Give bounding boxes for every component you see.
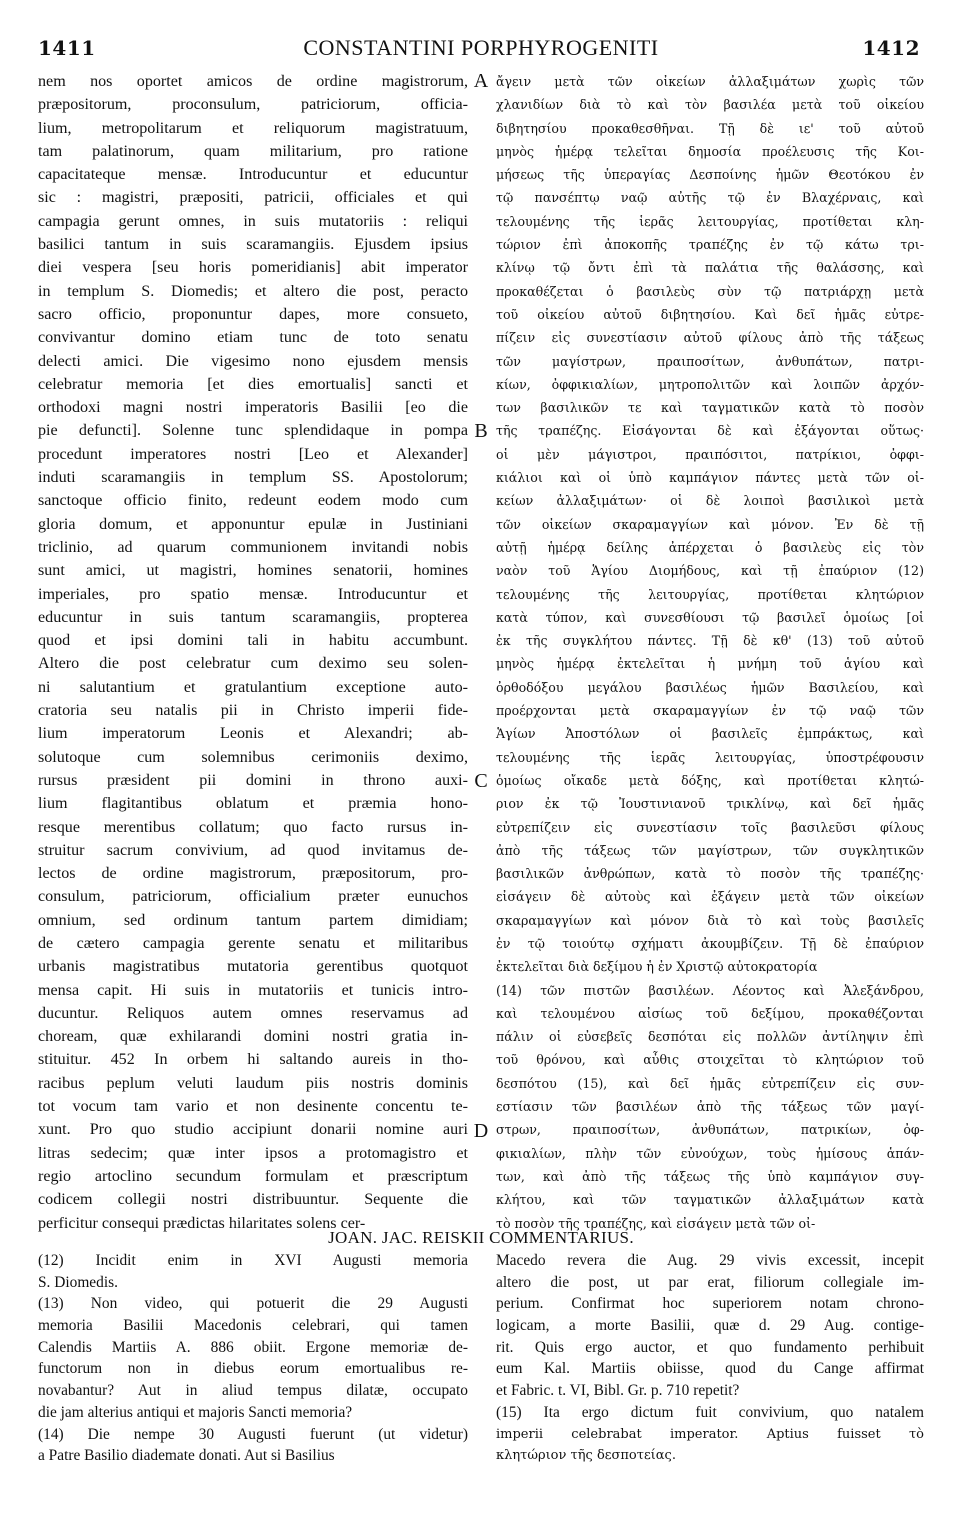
greek-text-line: τελουμένης τῆς ἱερᾶς λειτουργίας, ὑποστρέφουσιν	[496, 749, 924, 765]
latin-text-line: convivantur domino etiam tunc de toto senatu	[38, 329, 468, 347]
latin-text-line: triclinio, ad quarum communionem invitandi nobis	[38, 538, 468, 556]
commentary-line: S. Diomedis.	[38, 1273, 118, 1291]
latin-text-line: ni salutantium et gratulantium exceptione auto-	[38, 678, 468, 696]
latin-text-line: lectos de ordine magistrorum, præpositorum, pro-	[38, 865, 468, 883]
commentary-line: Macedo revera die Aug. 29 vivis excessit, incepit	[496, 1252, 924, 1269]
greek-text-line: διβητησίου προκαθεσθῆναι. Τῇ δὲ ιε' τοῦ αὐτοῦ	[496, 120, 924, 136]
latin-text-line: nem nos oportet amicos de ordine magistrorum,	[38, 73, 468, 90]
latin-text-line: sic : magistri, præpositi, patricii, officiales et qui	[38, 189, 468, 207]
latin-text-line: lium imperatorum Leonis et Alexandri; ab-	[38, 725, 468, 743]
greek-text-line: τώριον ἐπὶ ἀποκοπῆς τραπέζης ἐν τῷ κάτω τρι-	[496, 237, 924, 253]
latin-text-line: Altero die post celebratur cum deximo seu solen-	[38, 655, 468, 673]
greek-text-line: δεσπότου (15), καὶ δεῖ ἡμᾶς εὐτρεπίζειν εἰς συν-	[496, 1075, 924, 1091]
latin-text-line: sacro officio, proponuntur dapes, more consueto,	[38, 305, 468, 323]
greek-text-line: χλανιδίων διὰ τὸ καὶ τὸν βασιλέα μετὰ τοῦ οἰκείου	[496, 97, 924, 113]
latin-text-line: ducuntur. Reliquos autem omnes reservamus ad	[38, 1004, 468, 1022]
commentary-line: eum Kal. Martiis obiisse, quod du Cange affirmat	[496, 1360, 924, 1378]
greek-text-line: τοῦ οἰκείου αὐτοῦ διβητησίου. Καὶ δεῖ ἡμᾶς εὐτρε-	[496, 306, 924, 322]
latin-text-line: campagia gerunt omnes, in suis mutatoriis : reliqui	[38, 212, 468, 230]
section-marker-c: C	[474, 770, 488, 792]
commentary-line: functorum non in diebus eorum emortualibus re-	[38, 1360, 468, 1378]
greek-text-line: τὸ ποσὸν τῆς τραπέζης, καὶ εἰσάγειν μετὰ τῶν οἰ-	[496, 1215, 816, 1231]
commentary-line: (13) Non video, qui potuerit die 29 Augusti	[38, 1295, 468, 1313]
latin-text-line: sunt amici, ut magistri, homines senatorii, homines	[38, 562, 468, 580]
latin-text-line: perficitur consequi prædictas hilaritates solens cer-	[38, 1214, 366, 1232]
greek-text-line: των βασιλικῶν τε καὶ ταγματικῶν κατὰ τὸ ποσὸν	[496, 400, 924, 416]
greek-text-line: εστίασιν τῶν βασιλέων ἀπὸ τῆς τάξεως τῶν μαγί-	[496, 1099, 924, 1115]
greek-text-line: στρων, πραιποσίτων, ἀνθυπάτων, πατρικίων, ὀφ-	[496, 1122, 924, 1138]
greek-text-line: φικιαλίων, πλὴν τῶν εὐνούχων, τοὺς ἡμίσους ἁπάν-	[496, 1145, 924, 1161]
greek-text-line: οἱ μὲν μάγιστροι, πραιπόσιτοι, πατρίκιοι, ὀφφι-	[496, 446, 924, 462]
latin-text-line: codicem collegii nostri distribuuntur. Sequente die	[38, 1191, 468, 1209]
section-marker-d: D	[473, 1120, 489, 1142]
latin-text-line: litras sedecim; quæ inter ipsos a protomagistro et	[38, 1144, 468, 1162]
greek-text-line: προκαθέζεται ὁ βασιλεὺς σὺν τῷ πατριάρχῃ μετὰ	[496, 283, 924, 299]
commentary-line: Calendis Martiis A. 886 obiit. Ergone memoriæ de-	[38, 1338, 468, 1356]
commentary-right-column	[496, 1250, 924, 1490]
greek-text-line: ριον ἐκ τῷ Ἰουστινιανοῦ τρικλίνῳ, καὶ δεῖ ἡμᾶς	[496, 796, 924, 812]
page-number-left: 1411	[38, 36, 96, 60]
greek-column	[496, 70, 924, 1231]
latin-text-line: resque merentibus collatum; quo facto rursus in-	[38, 818, 468, 836]
latin-text-line: de cætero campagia gerente senatu et militaribus	[38, 934, 468, 952]
greek-text-line: κατὰ τύπον, καὶ συνεσθίουσι τῷ βασιλεῖ ὁμοίως [οἱ	[496, 609, 924, 625]
commentary-line: perium. Confirmat hoc superiorem notam chrono-	[496, 1295, 924, 1313]
latin-text-line: basilici tantum in suis scaramangiis. Ejusdem ipsius	[38, 236, 468, 254]
commentary-title: JOAN. JAC. REISKII COMMENTARIUS.	[328, 1228, 634, 1247]
latin-text-line: omnium, sed ordinum tantum partem dimidiam;	[38, 911, 468, 929]
greek-text-line: μήσεως τῆς ὑπεραγίας Δεσποίνης ἡμῶν Θεοτόκου ἐν	[496, 167, 924, 183]
section-marker-a: A	[473, 70, 489, 92]
greek-text-line: τελουμένης τῆς λειτουργίας, προτίθεται κλητώριον	[496, 586, 924, 602]
section-marker-b: B	[474, 420, 488, 442]
greek-text-line: τῆς τραπέζης. Εἰσάγονται δὲ καὶ ἐξάγονται οὕτως·	[496, 423, 924, 439]
greek-text-line: ναὸν τοῦ Ἁγίου Διομήδους, καὶ τῇ ἐπαύριον (12)	[496, 563, 924, 579]
latin-text-line: quod et ipsi domini tali in habitu accumbunt.	[38, 632, 468, 650]
commentary-line: imperii celebrabat imperator. Aptius fuisset τὸ	[496, 1426, 924, 1442]
latin-text-line: racibus peplum veluti laudum piis nostris dominis	[38, 1074, 468, 1092]
commentary-line: logicam, a morte Basilii, quæ d. 29 Aug. contige-	[496, 1317, 924, 1335]
latin-text-line: orthodoxi magni nostri imperatoris Basilii [eo die	[38, 399, 468, 417]
commentary-line: κλητώριον τῆς δεσποτείας.	[496, 1448, 676, 1464]
latin-text-line: in templum S. Diomedis; et altero die post, peracto	[38, 282, 468, 300]
latin-text-line: xunt. Pro quo studio accipiunt donarii nomine auri	[38, 1121, 468, 1139]
running-title: CONSTANTINI PORPHYROGENITI	[303, 35, 659, 60]
latin-text-line: gloria domum, et apponuntur epulæ in Justiniani	[38, 515, 468, 533]
greek-text-line: βασιλικῶν ἀνθρώπων, κατὰ τὸ ποσὸν τῆς τραπέζης·	[496, 866, 924, 882]
greek-text-line: προέρχονται μετὰ σκαραμαγγίων ἐν τῷ ναῷ τῶν	[496, 703, 924, 719]
latin-text-line: imperiales, pro spatio mensæ. Introducuntur et	[38, 585, 468, 603]
greek-text-line: τελουμένης τῆς ἱερᾶς λειτουργίας, προτίθεται κλη-	[496, 213, 924, 229]
commentary-left-column	[38, 1250, 468, 1490]
latin-text-line: celebratur memoria [et dies emortualis] sancti et	[38, 375, 468, 393]
latin-text-line: sanctoque officio finito, redeunt eodem modo cum	[38, 492, 468, 510]
greek-text-line: πάλιν οἱ εὐσεβεῖς δεσπόται εἰς πολλῶν ἀντίληψιν ἐπὶ	[496, 1029, 924, 1045]
greek-text-line: ἀπὸ τῆς τάξεως τῶν μαγίστρων, τῶν συγκλητικῶν	[496, 842, 924, 858]
greek-text-line: τοῦ θρόνου, καὶ αὖθις στοιχεῖται τὸ κλητώριον τοῦ	[496, 1052, 924, 1068]
greek-text-line: ὀρθοδόξου μεγάλου βασιλέως ἡμῶν Βασιλείου, καὶ	[496, 679, 924, 695]
latin-text-line: diei vespera [seu horis pomeridianis] abit imperator	[38, 259, 468, 277]
greek-text-line: τῶν οἰκείων σκαραμαγγίων καὶ μόνον. Ἐν δὲ τῇ	[496, 516, 924, 532]
greek-text-line: ἐκ τῆς συγκλήτου πάντες. Τῇ δὲ κθ' (13) τοῦ αὐτοῦ	[496, 633, 924, 649]
greek-text-line: εἰσάγειν δὲ αὐτοὺς καὶ ἐξάγειν μετὰ τῶν οἰκείων	[496, 889, 924, 905]
latin-text-line: educuntur in suis tantum scaramangiis, propterea	[38, 608, 468, 626]
commentary-line: die jam alterius antiqui et majoris Sancti memoria?	[38, 1403, 353, 1421]
greek-text-line: μηνὸς ἡμέρᾳ ἐκτελεῖται ἡ μνήμη τοῦ ἁγίου καὶ	[496, 656, 924, 672]
commentary-line: (12) Incidit enim in XVI Augusti memoria	[38, 1252, 468, 1269]
commentary-line: novabantur? Aut in aliud tempus dilatæ, occupato	[38, 1382, 468, 1400]
greek-text-line: πίζειν εἰς συνεστίασιν αὐτοῦ φίλους ἀπὸ τῆς τάξεως	[496, 330, 924, 346]
latin-text-line: struitur sacrum convivium, ad quod invitamus de-	[38, 841, 468, 859]
greek-text-line: τῶν μαγίστρων, πραιποσίτων, ἀνθυπάτων, πατρι-	[496, 353, 924, 369]
greek-text-line: (14) τῶν πιστῶν βασιλέων. Λέοντος καὶ Ἀλεξάνδρου,	[496, 982, 924, 998]
latin-text-line: choream, quæ exhilarandi domini nostri gratia in-	[38, 1028, 468, 1046]
commentary-line: rit. Quis ergo auctor, et quo fundamento perhibuit	[496, 1338, 924, 1356]
greek-text-line: σκαραμαγγίων καὶ μόνον διὰ τὸ καὶ τοὺς βασιλεῖς	[496, 912, 924, 928]
commentary-line: et Fabric. t. VI, Bibl. Gr. p. 710 repetit?	[496, 1382, 740, 1400]
commentary-line: altero die post, ut par erat, filiorum collegiale im-	[496, 1273, 924, 1291]
latin-text-line: tot vocum tam vario et non desinente concentu te-	[38, 1098, 468, 1116]
greek-text-line: ἐν τῷ τοιούτῳ σχήματι ἀκουμβίζειν. Τῇ δὲ ἐπαύριον	[496, 935, 924, 951]
latin-column	[38, 70, 468, 1232]
greek-text-line: τῷ πανσέπτῳ ναῷ αὐτῆς τῷ ἐν Βλαχέρναις, καὶ	[496, 190, 924, 206]
latin-text-line: procedunt imperatores nostri [Leo et Alexander]	[38, 445, 468, 463]
greek-text-line: Ἁγίων Ἀποστόλων οἱ βασιλεῖς ἐμπράκτως, καὶ	[496, 726, 924, 742]
greek-text-line: κιάλιοι καὶ οἱ ὑπὸ καμπάγιον πάντες μετὰ τῶν οἰ-	[496, 470, 924, 486]
greek-text-line: εὐτρεπίζειν εἰς συνεστίασιν τοῖς βασιλεῦσι φίλους	[496, 819, 924, 835]
greek-text-line: αὐτῇ ἡμέρᾳ δείλης ἀπέρχεται ὁ βασιλεὺς εἰς τὸν	[496, 539, 924, 555]
latin-text-line: induti scaramangiis in templum SS. Apostolorum;	[38, 469, 468, 487]
latin-text-line: rursus præsident pii domini in throno auxi-	[38, 771, 468, 789]
greek-text-line: κίων, ὀφφικιαλίων, μητροπολιτῶν καὶ λοιπῶν ἀρχόν-	[496, 376, 924, 392]
greek-text-line: των, καὶ ἀπὸ τῆς τάξεως τῆς ὑπὸ καμπάγιον συγ-	[496, 1168, 924, 1184]
latin-text-line: delecti amici. Die vigesimo nono ejusdem mensis	[38, 352, 468, 370]
greek-text-line: ἄγειν μετὰ τῶν οἰκείων ἀλλαξιμάτων χωρὶς τῶν	[496, 74, 924, 89]
latin-text-line: tam palatinorum, quam militarium, pro ratione	[38, 142, 468, 160]
latin-text-line: solutoque cum solemnibus cerimoniis deximo,	[38, 748, 468, 766]
greek-text-line: ὁμοίως οἴκαδε μετὰ δόξης, καὶ προτίθεται κλητώ-	[496, 772, 924, 788]
greek-text-line: κλίνῳ τῷ ὄντι ἐπὶ τὰ παλάτια τῆς θαλάσσης, καὶ	[496, 260, 924, 276]
latin-text-line: lium, metropolitarum et reliquorum magistratuum,	[38, 119, 468, 137]
latin-text-line: regio artoclino secundum formulam et præscriptum	[38, 1167, 468, 1185]
latin-text-line: præpositorum, proconsulum, patriciorum, officia-	[38, 96, 468, 114]
commentary-line: (14) Die nempe 30 Augusti fuerunt (ut videtur)	[38, 1425, 468, 1443]
greek-text-line: κλήτου, καὶ τῶν ταγματικῶν ἀλλαξιμάτων κατὰ	[496, 1192, 924, 1208]
latin-text-line: pie defuncti]. Solenne tunc splendidaque in pompa	[38, 422, 468, 440]
latin-text-line: cratoria seu natalis pii in Christo imperii fide-	[38, 702, 468, 720]
latin-text-line: capacitateque mensæ. Introducuntur et educuntur	[38, 166, 468, 184]
commentary-line: memoria Basilii Macedonis celebrari, qui tamen	[38, 1317, 468, 1335]
page-number-right: 1412	[862, 36, 920, 60]
greek-text-line: ἐκτελεῖται διὰ δεξίμου ἡ ἐν Χριστῷ αὐτοκρατορία	[496, 959, 818, 975]
latin-text-line: lium flagitantibus oblatum et præmia hono-	[38, 795, 468, 813]
greek-text-line: κείων ἀλλαξιμάτων· οἱ δὲ λοιποὶ βασιλικοὶ μετὰ	[496, 493, 924, 509]
greek-text-line: μηνὸς ἡμέρᾳ τελεῖται δημοσία προέλευσις τῆς Κοι-	[496, 143, 924, 159]
latin-text-line: urbanis magistratibus mutatoria gerentibus quotquot	[38, 958, 468, 976]
latin-text-line: consulum, patriciorum, officialium præter eunuchos	[38, 888, 468, 906]
latin-text-line: mensa capit. Hi suis in mutatoriis et tunicis intro-	[38, 981, 468, 999]
commentary-line: (15) Ita ergo dictum fuit convivium, quo natalem	[496, 1403, 924, 1421]
latin-text-line: stituitur. 452 In orbem hi saltando aureis in tho-	[38, 1051, 468, 1069]
greek-text-line: καὶ τελουμένου αἰσίως τοῦ δεξίμου, προκαθέζονται	[496, 1005, 924, 1021]
commentary-line: a Patre Basilio diademate donati. Aut si Basilius	[38, 1447, 335, 1465]
